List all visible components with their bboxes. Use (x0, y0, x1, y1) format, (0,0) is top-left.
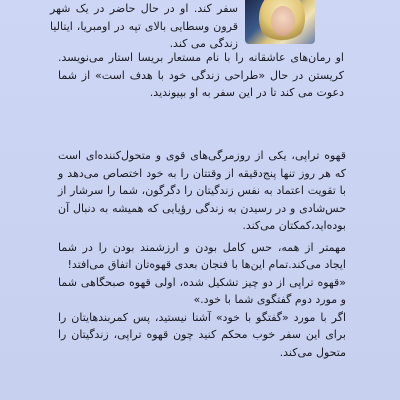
author-bio-mid (58, 49, 344, 102)
author-bio-top (50, 0, 238, 53)
description-paragraph-4: اگر با مورد «گفتگو با خود» آشنا نیستید، پس کمربندهایتان را برای این سفر خوب محکم کنید چون قهوه تراپی، زندگیتان را متحول می‌کند. (58, 310, 346, 359)
description-paragraph-3: «قهوه تراپی از دو چیز تشکیل شده، اولی قهوه صبحگاهی شما و مورد دوم گفتگوی شما با خود.» (58, 275, 346, 306)
author-bio-top-text: سفر کند. او در حال حاضر در یک شهر قرون وسطایی بالای تپه در اومبریا، ایتالیا زندگی می کند. (50, 2, 238, 50)
author-photo (245, 0, 315, 44)
author-bio-mid-text: او رمان‌های عاشقانه را با نام مستعار بریسا استار می‌نویسد. کریستن در حال «طراحی زندگی خود با هدف است» از شما دعوت می کند تا در این سفر به او بپیوندید. (58, 51, 344, 99)
book-description (58, 147, 346, 361)
author-face (271, 6, 295, 36)
description-paragraph-2: مهمتر از همه، حس کامل بودن و ارزشمند بودن را در شما ایجاد می‌کند.تمام این‌ها با فنجان بعدی قهوه‌تان اتفاق می‌افتد! (58, 240, 346, 271)
description-paragraph-1: قهوه تراپی، یکی از روزمرگی‌های قوی و متحول‌کننده‌ای است که هر روز تنها پنج‌دقیقه از وقتتان را به خود اختصاص می‌دهد و با تقویت اعتماد به نفس زندگیتان را دگرگون، شما را سرشار از حس‌شادی و در رسیدن به زندگی رؤیایی که همیشه به دنبال آن بوده‌اید،کمکتان می‌کند. (58, 149, 346, 232)
